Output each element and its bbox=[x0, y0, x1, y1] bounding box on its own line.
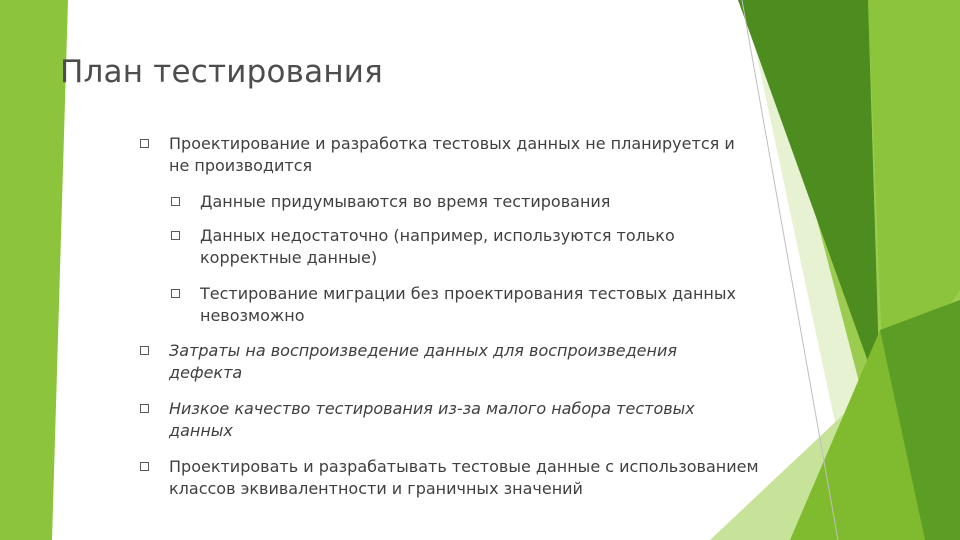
list-item-text: Низкое качество тестирования из-за малого набора тестовых данных bbox=[169, 399, 695, 440]
slide-title: План тестирования bbox=[60, 54, 383, 90]
list-item bbox=[140, 456, 760, 500]
list-item bbox=[171, 225, 691, 269]
list-item bbox=[140, 398, 760, 442]
list-item bbox=[140, 340, 740, 384]
list-item-text: Проектировать и разрабатывать тестовые данные с использованием классов эквивалентности и граничных значений bbox=[169, 457, 759, 498]
list-item-text: Данных недостаточно (например, используются только корректные данные) bbox=[200, 226, 675, 267]
list-item bbox=[140, 133, 760, 177]
square-bullet-icon bbox=[140, 404, 149, 413]
list-item-text: Тестирование миграции без проектирования тестовых данных невозможно bbox=[200, 284, 736, 325]
square-bullet-icon bbox=[140, 346, 149, 355]
square-bullet-icon bbox=[171, 289, 180, 298]
list-item-text: Затраты на воспроизведение данных для воспроизведения дефекта bbox=[169, 341, 677, 382]
square-bullet-icon bbox=[171, 197, 180, 206]
list-item bbox=[171, 191, 751, 213]
list-item bbox=[171, 283, 751, 327]
list-item-text: Проектирование и разработка тестовых данных не планируется и не производится bbox=[169, 134, 735, 175]
square-bullet-icon bbox=[140, 462, 149, 471]
square-bullet-icon bbox=[171, 231, 180, 240]
square-bullet-icon bbox=[140, 139, 149, 148]
list-item-text: Данные придумываются во время тестирования bbox=[200, 192, 611, 211]
